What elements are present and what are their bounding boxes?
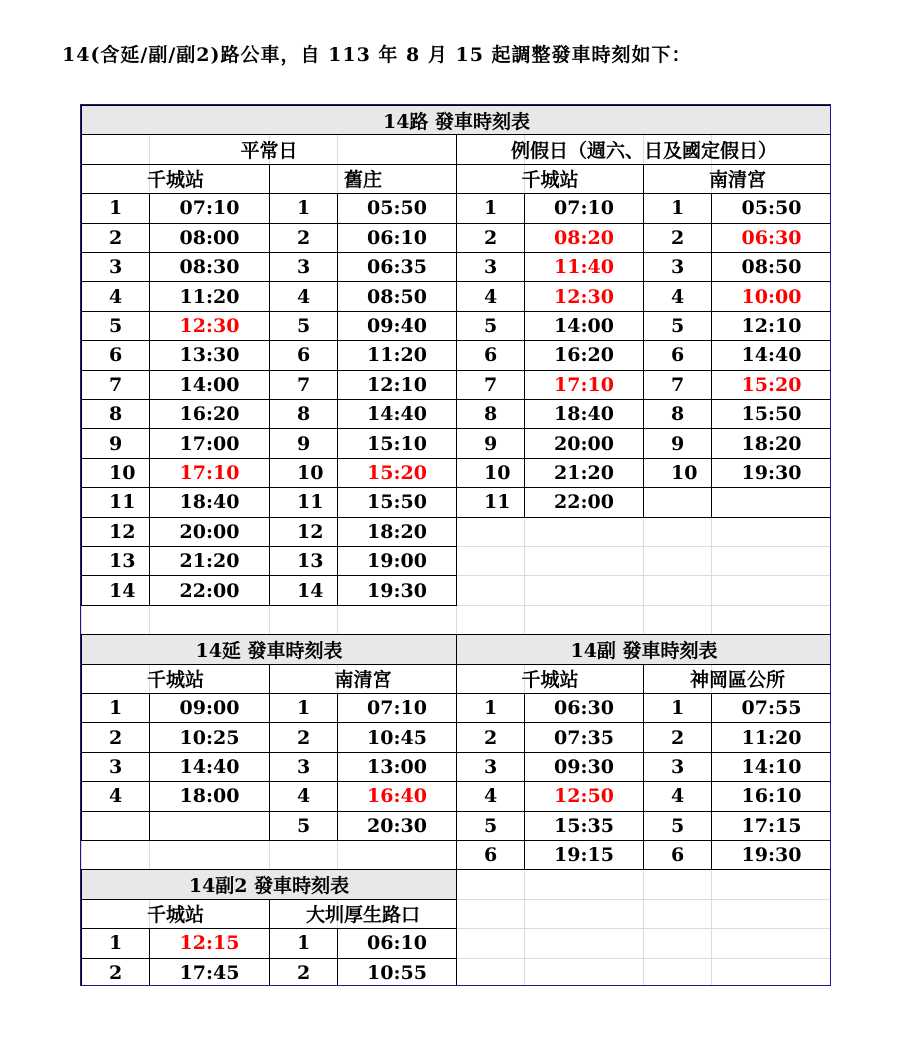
departure-index: 6 xyxy=(456,840,525,870)
departure-index: 3 xyxy=(456,252,525,282)
departure-time: 06:10 xyxy=(337,928,457,958)
departure-time: 17:15 xyxy=(711,811,831,841)
departure-time: 21:20 xyxy=(149,546,270,576)
departure-index: 1 xyxy=(456,193,525,223)
departure-index xyxy=(643,487,712,517)
departure-time: 12:30 xyxy=(524,281,644,311)
departure-time: 11:40 xyxy=(524,252,644,282)
departure-index: 5 xyxy=(643,811,712,841)
departure-index: 2 xyxy=(643,722,712,752)
departure-time: 20:30 xyxy=(337,811,457,841)
departure-index: 1 xyxy=(269,693,338,723)
departure-index: 2 xyxy=(269,223,338,253)
departure-time: 18:20 xyxy=(711,428,831,458)
departure-index xyxy=(81,811,150,841)
departure-time: 17:45 xyxy=(149,958,270,986)
route-14ext-title: 14延 發車時刻表 xyxy=(81,634,457,664)
holiday-label: 例假日（週六、日及國定假日） xyxy=(456,134,831,164)
departure-time: 07:10 xyxy=(337,693,457,723)
departure-time: 12:30 xyxy=(149,311,270,341)
departure-index: 4 xyxy=(456,781,525,811)
departure-index: 3 xyxy=(456,752,525,782)
departure-time: 07:55 xyxy=(711,693,831,723)
station-header: 千城站 xyxy=(81,664,270,694)
departure-time: 06:30 xyxy=(524,693,644,723)
departure-index: 4 xyxy=(643,781,712,811)
departure-time: 12:15 xyxy=(149,928,270,958)
timetable-sheet xyxy=(80,104,831,986)
departure-index: 1 xyxy=(643,693,712,723)
departure-time: 09:40 xyxy=(337,311,457,341)
departure-time: 20:00 xyxy=(149,517,270,547)
departure-index: 5 xyxy=(269,311,338,341)
departure-index: 6 xyxy=(643,340,712,370)
weekday-label: 平常日 xyxy=(81,134,457,164)
departure-time: 15:20 xyxy=(711,370,831,400)
departure-time: 15:10 xyxy=(337,428,457,458)
station-header: 大圳厚生路口 xyxy=(269,899,457,929)
departure-time: 12:10 xyxy=(711,311,831,341)
departure-time: 16:10 xyxy=(711,781,831,811)
route-14-title: 14路 發車時刻表 xyxy=(81,105,831,135)
departure-index: 4 xyxy=(456,281,525,311)
departure-index: 11 xyxy=(81,487,150,517)
departure-index: 1 xyxy=(269,928,338,958)
departure-time: 17:10 xyxy=(149,458,270,488)
station-header: 千城站 xyxy=(81,164,270,194)
departure-time: 05:50 xyxy=(337,193,457,223)
departure-time: 11:20 xyxy=(711,722,831,752)
departure-time: 15:35 xyxy=(524,811,644,841)
departure-time: 10:25 xyxy=(149,722,270,752)
departure-index: 6 xyxy=(643,840,712,870)
departure-time: 19:30 xyxy=(337,575,457,605)
departure-index: 2 xyxy=(456,223,525,253)
departure-time: 10:55 xyxy=(337,958,457,986)
departure-index: 10 xyxy=(643,458,712,488)
departure-index: 4 xyxy=(269,781,338,811)
station-header: 千城站 xyxy=(81,899,270,929)
departure-index: 12 xyxy=(81,517,150,547)
departure-index: 3 xyxy=(643,752,712,782)
departure-index: 5 xyxy=(456,811,525,841)
departure-time: 08:50 xyxy=(337,281,457,311)
empty-cell xyxy=(149,811,270,841)
departure-index: 3 xyxy=(81,752,150,782)
departure-index: 2 xyxy=(456,722,525,752)
departure-index: 13 xyxy=(269,546,338,576)
departure-index: 2 xyxy=(643,223,712,253)
station-header: 千城站 xyxy=(456,164,644,194)
empty-cell xyxy=(711,487,831,517)
departure-time: 14:00 xyxy=(149,370,270,400)
departure-time: 06:10 xyxy=(337,223,457,253)
departure-index: 8 xyxy=(456,399,525,429)
departure-index: 3 xyxy=(643,252,712,282)
departure-index: 10 xyxy=(81,458,150,488)
departure-time: 19:30 xyxy=(711,458,831,488)
departure-time: 08:00 xyxy=(149,223,270,253)
departure-index: 3 xyxy=(269,252,338,282)
route-14sub2-title: 14副2 發車時刻表 xyxy=(81,869,457,899)
departure-index: 2 xyxy=(81,722,150,752)
departure-index: 7 xyxy=(456,370,525,400)
departure-index: 8 xyxy=(81,399,150,429)
station-header: 南清宮 xyxy=(643,164,831,194)
departure-index: 3 xyxy=(269,752,338,782)
departure-time: 14:10 xyxy=(711,752,831,782)
departure-time: 20:00 xyxy=(524,428,644,458)
departure-index: 7 xyxy=(269,370,338,400)
departure-index: 6 xyxy=(81,340,150,370)
departure-time: 15:50 xyxy=(337,487,457,517)
departure-time: 10:00 xyxy=(711,281,831,311)
station-header: 南清宮 xyxy=(269,664,457,694)
departure-index: 9 xyxy=(81,428,150,458)
departure-time: 13:30 xyxy=(149,340,270,370)
departure-time: 21:20 xyxy=(524,458,644,488)
station-header: 神岡區公所 xyxy=(643,664,831,694)
departure-time: 08:50 xyxy=(711,252,831,282)
departure-index: 9 xyxy=(269,428,338,458)
departure-time: 18:00 xyxy=(149,781,270,811)
departure-index: 5 xyxy=(456,311,525,341)
departure-index: 9 xyxy=(456,428,525,458)
departure-time: 19:30 xyxy=(711,840,831,870)
departure-index: 14 xyxy=(269,575,338,605)
departure-time: 11:20 xyxy=(337,340,457,370)
departure-time: 11:20 xyxy=(149,281,270,311)
departure-time: 13:00 xyxy=(337,752,457,782)
departure-index: 1 xyxy=(269,193,338,223)
departure-index: 4 xyxy=(81,781,150,811)
departure-time: 14:40 xyxy=(337,399,457,429)
departure-index: 1 xyxy=(81,193,150,223)
departure-time: 19:00 xyxy=(337,546,457,576)
departure-time: 07:35 xyxy=(524,722,644,752)
departure-index: 12 xyxy=(269,517,338,547)
departure-index: 10 xyxy=(456,458,525,488)
departure-time: 16:20 xyxy=(524,340,644,370)
departure-time: 18:20 xyxy=(337,517,457,547)
departure-time: 06:30 xyxy=(711,223,831,253)
departure-time: 10:45 xyxy=(337,722,457,752)
departure-index: 5 xyxy=(269,811,338,841)
departure-time: 07:10 xyxy=(149,193,270,223)
departure-time: 09:00 xyxy=(149,693,270,723)
departure-time: 17:10 xyxy=(524,370,644,400)
departure-index: 2 xyxy=(269,722,338,752)
departure-time: 15:20 xyxy=(337,458,457,488)
departure-time: 18:40 xyxy=(149,487,270,517)
departure-time: 14:40 xyxy=(711,340,831,370)
departure-index: 11 xyxy=(456,487,525,517)
departure-index: 4 xyxy=(81,281,150,311)
departure-time: 09:30 xyxy=(524,752,644,782)
departure-index: 1 xyxy=(81,693,150,723)
departure-index: 1 xyxy=(81,928,150,958)
departure-index: 2 xyxy=(81,958,150,986)
departure-index: 3 xyxy=(81,252,150,282)
departure-time: 14:40 xyxy=(149,752,270,782)
station-header: 舊庄 xyxy=(269,164,457,194)
departure-time: 14:00 xyxy=(524,311,644,341)
departure-index: 11 xyxy=(269,487,338,517)
departure-time: 19:15 xyxy=(524,840,644,870)
departure-index: 2 xyxy=(269,958,338,986)
departure-time: 16:20 xyxy=(149,399,270,429)
departure-index: 2 xyxy=(81,223,150,253)
departure-time: 16:40 xyxy=(337,781,457,811)
departure-index: 1 xyxy=(456,693,525,723)
departure-time: 12:50 xyxy=(524,781,644,811)
route-14sub-title: 14副 發車時刻表 xyxy=(456,634,831,664)
departure-index: 7 xyxy=(643,370,712,400)
page-title: 14(含延/副/副2)路公車，自 113 年 8 月 15 起調整發車時刻如下： xyxy=(62,44,692,66)
departure-index: 8 xyxy=(643,399,712,429)
departure-time: 22:00 xyxy=(524,487,644,517)
station-header: 千城站 xyxy=(456,664,644,694)
departure-index: 5 xyxy=(643,311,712,341)
departure-index: 9 xyxy=(643,428,712,458)
departure-index: 13 xyxy=(81,546,150,576)
departure-index: 4 xyxy=(269,281,338,311)
departure-index: 14 xyxy=(81,575,150,605)
departure-time: 06:35 xyxy=(337,252,457,282)
departure-index: 4 xyxy=(643,281,712,311)
departure-index: 6 xyxy=(269,340,338,370)
departure-time: 22:00 xyxy=(149,575,270,605)
departure-index: 8 xyxy=(269,399,338,429)
departure-time: 08:20 xyxy=(524,223,644,253)
departure-time: 17:00 xyxy=(149,428,270,458)
departure-time: 08:30 xyxy=(149,252,270,282)
departure-index: 1 xyxy=(643,193,712,223)
departure-index: 6 xyxy=(456,340,525,370)
departure-index: 5 xyxy=(81,311,150,341)
departure-time: 05:50 xyxy=(711,193,831,223)
departure-time: 15:50 xyxy=(711,399,831,429)
departure-index: 7 xyxy=(81,370,150,400)
departure-time: 18:40 xyxy=(524,399,644,429)
departure-time: 12:10 xyxy=(337,370,457,400)
departure-time: 07:10 xyxy=(524,193,644,223)
departure-index: 10 xyxy=(269,458,338,488)
